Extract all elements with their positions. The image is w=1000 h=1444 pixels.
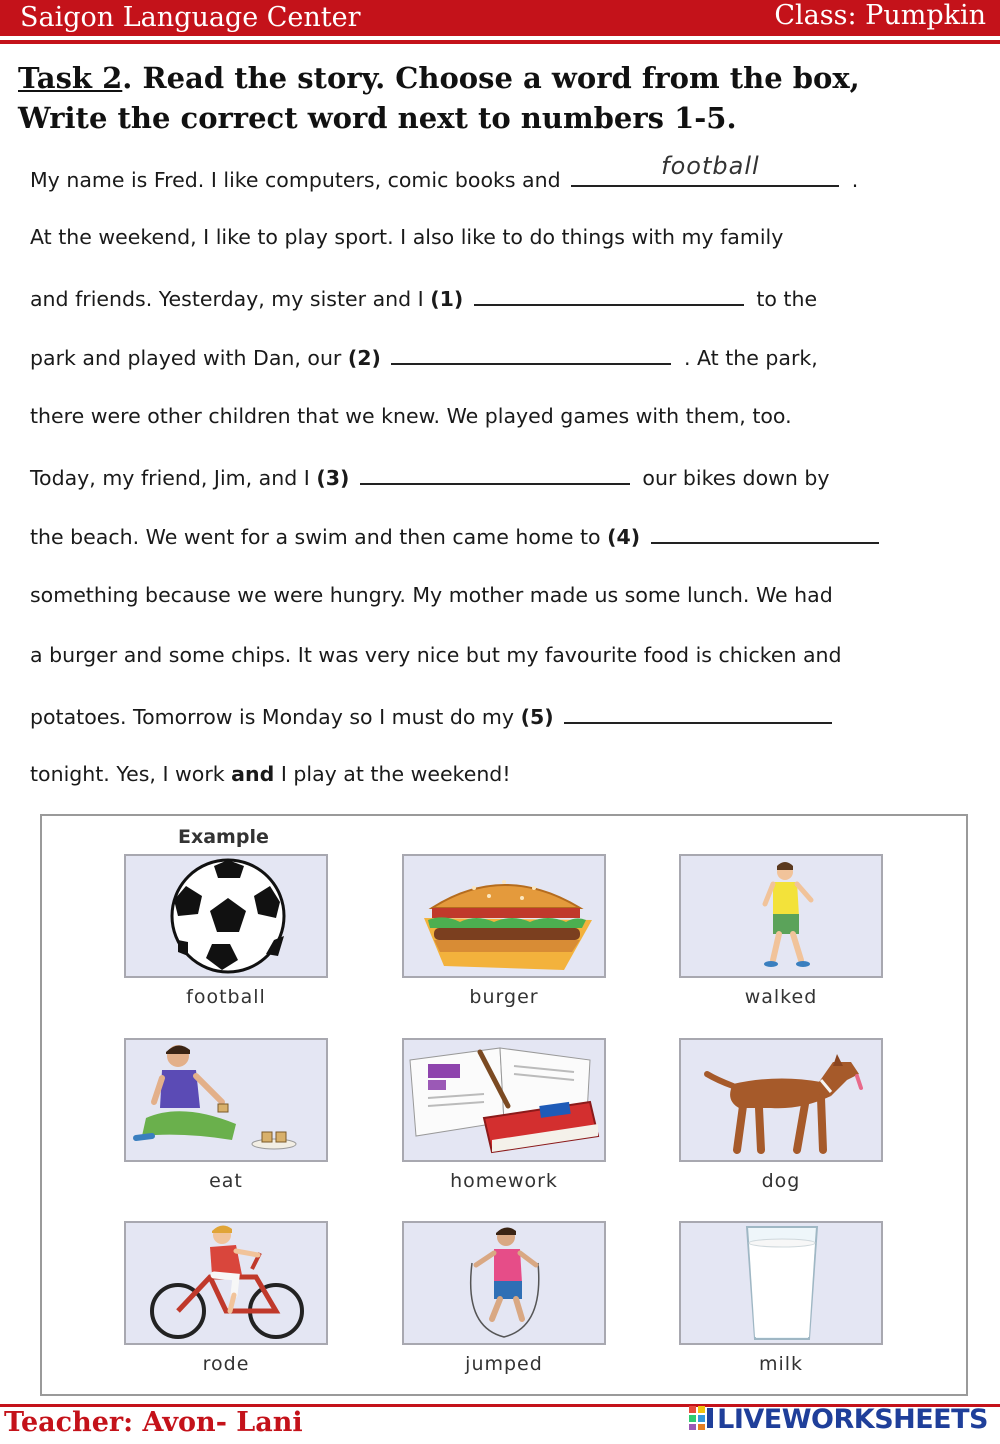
story-line-5: there were other children that we knew. We played games with them, too. bbox=[30, 404, 792, 428]
example-blank bbox=[571, 152, 839, 187]
story-text: tonight. Yes, I work bbox=[30, 762, 225, 786]
story-text: to the bbox=[756, 287, 818, 311]
story-line-9: a burger and some chips. It was very nice but my favourite food is chicken and bbox=[30, 643, 842, 667]
answer-blank-5[interactable] bbox=[564, 700, 832, 724]
story-line-11 bbox=[30, 759, 511, 789]
story-line-1 bbox=[30, 152, 859, 193]
blank-number-1: (1) bbox=[430, 287, 464, 311]
brand-logo bbox=[689, 1404, 988, 1435]
story-text: the beach. We went for a swim and then came home to bbox=[30, 525, 601, 549]
story-text-bold: and bbox=[231, 762, 275, 786]
word-rode: rode bbox=[202, 1353, 250, 1375]
walking-boy-icon bbox=[681, 856, 881, 976]
picture-milk bbox=[679, 1221, 883, 1345]
story-text: park and played with Dan, our bbox=[30, 346, 342, 370]
jumping-rope-boy-icon bbox=[404, 1223, 604, 1343]
eating-boy-icon bbox=[126, 1040, 326, 1160]
burger-icon bbox=[404, 856, 604, 976]
story-text: . bbox=[851, 168, 859, 192]
story-line-10 bbox=[30, 700, 832, 730]
task-instruction bbox=[18, 58, 993, 138]
blank-number-2: (2) bbox=[347, 346, 381, 370]
header-bar bbox=[0, 0, 1000, 36]
picture-homework bbox=[402, 1038, 606, 1162]
picture-burger bbox=[402, 854, 606, 978]
instruction-line-2: Write the correct word next to numbers 1-5. bbox=[18, 101, 737, 135]
story-text: our bikes down by bbox=[642, 466, 830, 490]
picture-football bbox=[124, 854, 328, 978]
homework-books-icon bbox=[404, 1040, 604, 1160]
bicycle-boy-icon bbox=[126, 1223, 326, 1343]
word-burger: burger bbox=[469, 986, 539, 1008]
milk-glass-icon bbox=[681, 1223, 881, 1343]
story-line-3 bbox=[30, 282, 817, 312]
blank-number-4: (4) bbox=[607, 525, 641, 549]
example-answer: football bbox=[661, 152, 760, 180]
word-jumped: jumped bbox=[465, 1353, 543, 1375]
story-line-4 bbox=[30, 341, 818, 371]
answer-blank-1[interactable] bbox=[474, 282, 744, 306]
answer-blank-2[interactable] bbox=[391, 341, 671, 365]
class-name: Class: Pumpkin bbox=[774, 0, 986, 31]
picture-dog bbox=[679, 1038, 883, 1162]
story-line-2: At the weekend, I like to play sport. I also like to do things with my family bbox=[30, 225, 784, 249]
word-football: football bbox=[186, 986, 266, 1008]
story-text: Today, my friend, Jim, and I bbox=[30, 466, 310, 490]
liveworksheets-logo-icon bbox=[689, 1406, 715, 1430]
dog-icon bbox=[681, 1040, 881, 1160]
story-text: My name is Fred. I like computers, comic books and bbox=[30, 168, 561, 192]
story-line-7 bbox=[30, 520, 879, 550]
blank-number-3: (3) bbox=[316, 466, 350, 490]
word-dog: dog bbox=[761, 1170, 801, 1192]
story-text: and friends. Yesterday, my sister and I bbox=[30, 287, 424, 311]
answer-blank-3[interactable] bbox=[360, 461, 630, 485]
word-milk: milk bbox=[758, 1353, 804, 1375]
story-text: potatoes. Tomorrow is Monday so I must do my bbox=[30, 705, 515, 729]
answer-blank-4[interactable] bbox=[651, 520, 879, 544]
picture-eat bbox=[124, 1038, 328, 1162]
football-icon bbox=[126, 856, 326, 976]
picture-jumped bbox=[402, 1221, 606, 1345]
teacher-name: Teacher: Avon- Lani bbox=[4, 1407, 303, 1438]
picture-rode bbox=[124, 1221, 328, 1345]
instruction-line-1: . Read the story. Choose a word from the box, bbox=[122, 61, 860, 95]
story-line-6 bbox=[30, 461, 830, 491]
header-divider bbox=[0, 40, 1000, 44]
blank-number-5: (5) bbox=[520, 705, 554, 729]
brand-name: LIVEWORKSHEETS bbox=[717, 1404, 988, 1435]
picture-walked bbox=[679, 854, 883, 978]
word-walked: walked bbox=[744, 986, 818, 1008]
example-label: Example bbox=[178, 826, 269, 848]
story-line-8: something because we were hungry. My mother made us some lunch. We had bbox=[30, 583, 833, 607]
word-eat: eat bbox=[209, 1170, 243, 1192]
story-text: . At the park, bbox=[683, 346, 818, 370]
school-name: Saigon Language Center bbox=[20, 2, 361, 33]
task-label: Task 2 bbox=[18, 61, 123, 95]
word-homework: homework bbox=[450, 1170, 558, 1192]
story-text: I play at the weekend! bbox=[280, 762, 511, 786]
